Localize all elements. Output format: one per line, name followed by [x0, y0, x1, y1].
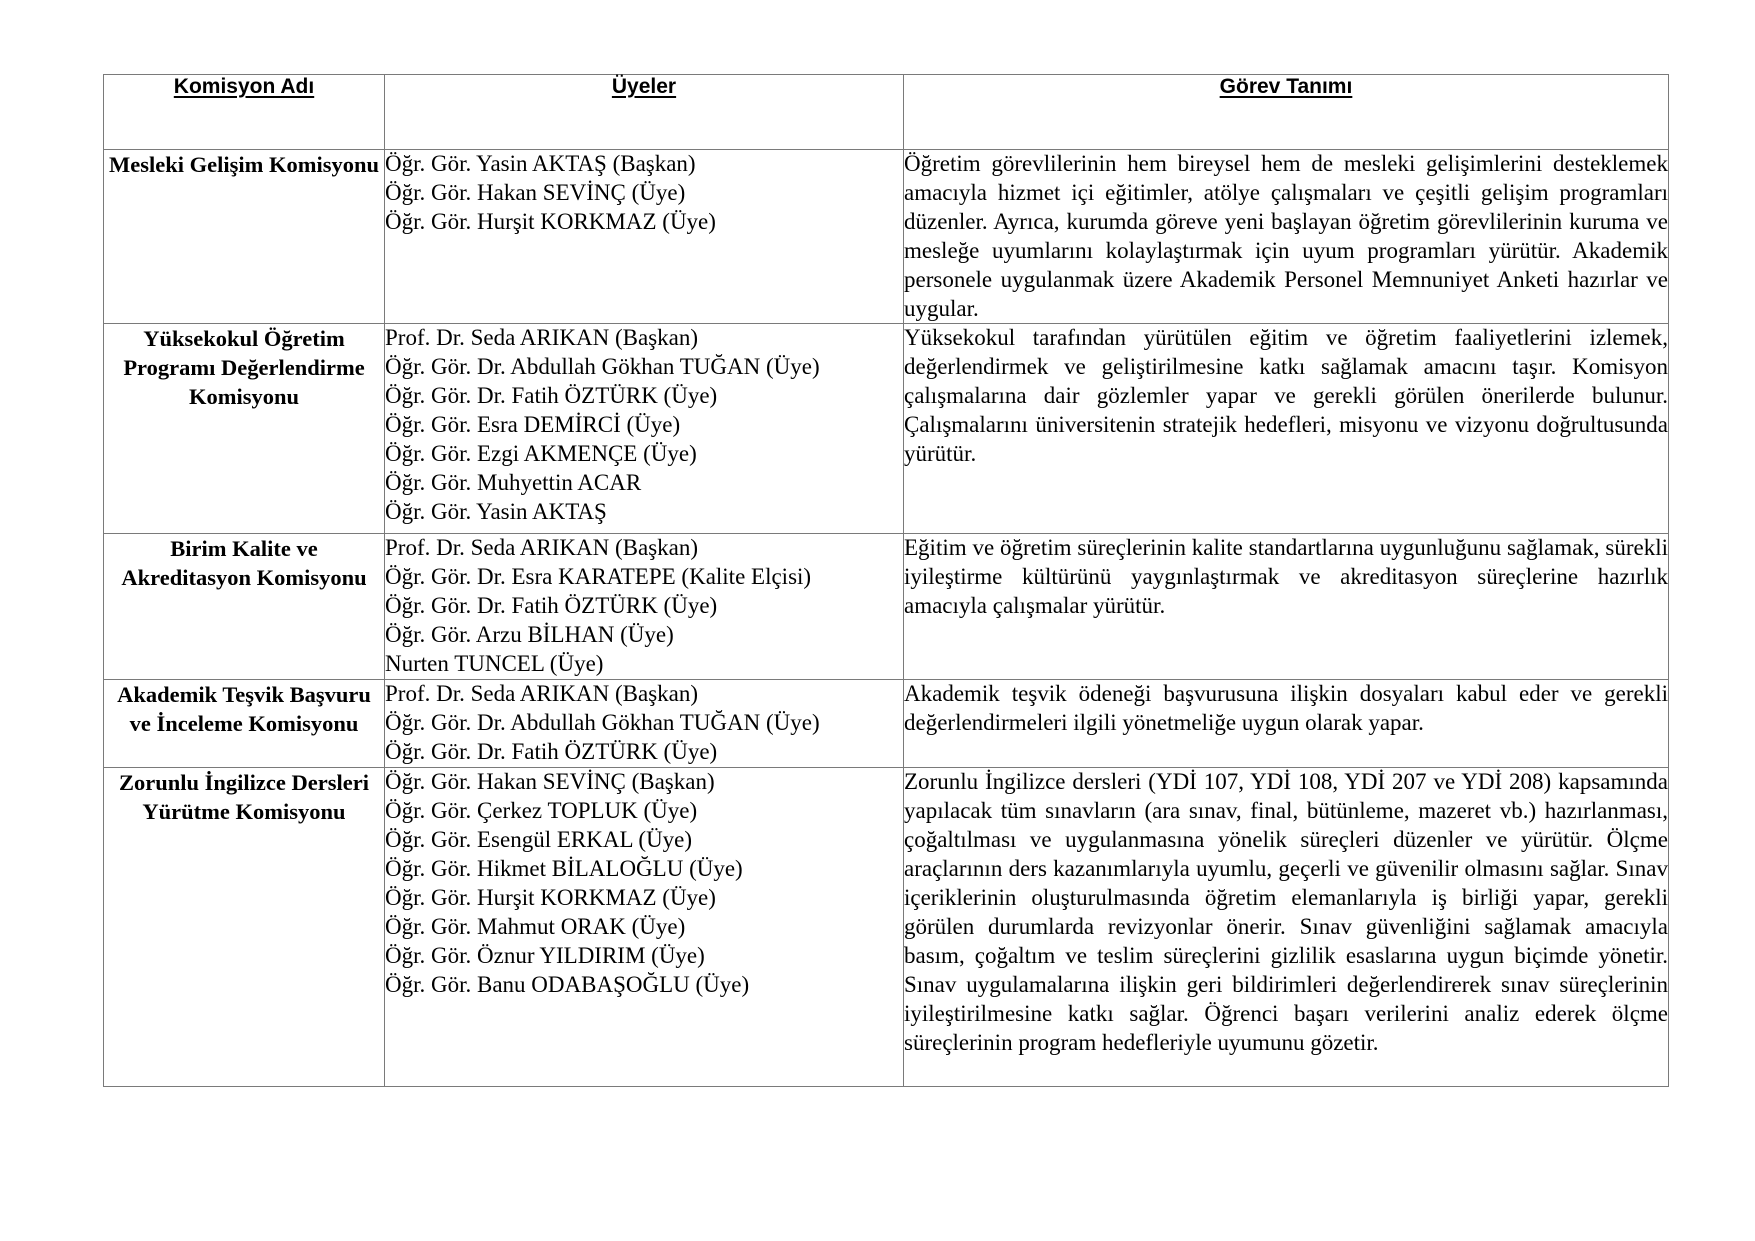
- member-item: Öğr. Gör. Hikmet BİLALOĞLU (Üye): [385, 856, 743, 882]
- member-item: Öğr. Gör. Dr. Abdullah Gökhan TUĞAN (Üye): [385, 354, 820, 380]
- member-item: Öğr. Gör. Esengül ERKAL (Üye): [385, 827, 693, 853]
- commission-members: [385, 534, 904, 680]
- commission-name: Akademik Teşvik Başvuru ve İnceleme Komisyonu: [104, 680, 385, 768]
- member-item: Öğr. Gör. Dr. Fatih ÖZTÜRK (Üye): [385, 739, 718, 765]
- member-item: Öğr. Gör. Yasin AKTAŞ (Başkan): [385, 151, 696, 176]
- commission-members: [385, 150, 904, 324]
- commission-duty: Akademik teşvik ödeneği başvurusuna ilişkin dosyaları kabul eder ve gerekli değerlendirmeleri ilgili yönetmeliğe uygun olarak yapar.: [904, 680, 1669, 768]
- member-item: Öğr. Gör. Hurşit KORKMAZ (Üye): [385, 885, 716, 911]
- member-item: Öğr. Gör. Öznur YILDIRIM (Üye): [385, 942, 705, 968]
- table-header-row: [104, 75, 1669, 150]
- commission-duty: Eğitim ve öğretim süreçlerinin kalite standartlarına uygunluğunu sağlamak, sürekli iyileştirme kültürünü yaygınlaştırmak ve akreditasyon süreçlerine hazırlık amacıyla çalışmalar yürütür.: [904, 534, 1669, 680]
- commission-name: Mesleki Gelişim Komisyonu: [104, 150, 385, 324]
- member-item: Öğr. Gör. Muhyettin ACAR: [385, 469, 642, 495]
- header-duty-description: Görev Tanımı: [904, 75, 1669, 150]
- member-item: Prof. Dr. Seda ARIKAN (Başkan): [385, 681, 699, 707]
- member-item: Öğr. Gör. Esra DEMİRCİ (Üye): [385, 412, 681, 438]
- commission-duty: Yüksekokul tarafından yürütülen eğitim ve öğretim faaliyetlerini izlemek, değerlendirmek ve geliştirilmesine katkı sağlamak amacını taşır. Komisyon çalışmalarına dair gözlemler yapar ve gerekli görülen önerilerde bulunur. Çalışmalarını üniversitenin stratejik hedefleri, misyonu ve vizyonu doğrultusunda yürütür.: [904, 324, 1669, 534]
- table-row: [104, 534, 1669, 680]
- member-item: Öğr. Gör. Arzu BİLHAN (Üye): [385, 622, 674, 648]
- commission-name: Birim Kalite ve Akreditasyon Komisyonu: [104, 534, 385, 680]
- commission-duty: Zorunlu İngilizce dersleri (YDİ 107, YDİ 108, YDİ 207 ve YDİ 208) kapsamında yapılacak tüm sınavların (ara sınav, final, bütünleme, mazeret vb.) hazırlanması, çoğaltılması ve uygulanmasına yönelik süreçleri düzenler ve yürütür. Ölçme araçlarının ders kazanımlarıyla uyumlu, geçerli ve güvenilir olmasını sağlar. Sınav içeriklerinin oluşturulmasında öğretim elemanlarıyla iş birliği yapar, gerekli görülen durumlarda revizyonlar önerir. Sınav güvenliğini sağlamak amacıyla basım, çoğaltım ve teslim süreçlerini gizlilik esaslarına uygun biçimde yönetir. Sınav uygulamalarına ilişkin geri bildirimleri değerlendirerek sınav süreçlerinin iyileştirilmesine katkı sağlar. Öğrenci başarı verilerini analiz ederek ölçme süreçlerinin program hedefleriyle uyumunu gözetir.: [904, 768, 1669, 1087]
- commission-name: Zorunlu İngilizce Dersleri Yürütme Komisyonu: [104, 768, 385, 1087]
- commission-table: [103, 74, 1669, 1087]
- member-item: Öğr. Gör. Hakan SEVİNÇ (Başkan): [385, 769, 715, 795]
- commission-members: [385, 680, 904, 768]
- member-item: Öğr. Gör. Hakan SEVİNÇ (Üye): [385, 179, 686, 205]
- commission-duty: Öğretim görevlilerinin hem bireysel hem de mesleki gelişimlerini desteklemek amacıyla hizmet içi eğitimler, atölye çalışmaları ve çeşitli gelişim programları düzenler. Ayrıca, kurumda göreve yeni başlayan öğretim görevlilerinin kuruma ve mesleğe uyumlarını kolaylaştırmak için uyum programları yürütür. Akademik personele uygulanmak üzere Akademik Personel Memnuniyet Anketi hazırlar ve uygular.: [904, 150, 1669, 324]
- member-item: Öğr. Gör. Dr. Fatih ÖZTÜRK (Üye): [385, 383, 718, 409]
- member-item: Öğr. Gör. Dr. Abdullah Gökhan TUĞAN (Üye): [385, 710, 820, 736]
- member-item: Öğr. Gör. Ezgi AKMENÇE (Üye): [385, 441, 697, 467]
- member-item: Nurten TUNCEL (Üye): [385, 651, 604, 677]
- member-item: Öğr. Gör. Dr. Esra KARATEPE (Kalite Elçisi): [385, 564, 812, 590]
- table-row: [104, 680, 1669, 768]
- member-item: Öğr. Gör. Çerkez TOPLUK (Üye): [385, 798, 698, 824]
- header-members: Üyeler: [385, 75, 904, 150]
- member-item: Öğr. Gör. Yasin AKTAŞ: [385, 498, 607, 524]
- member-item: Prof. Dr. Seda ARIKAN (Başkan): [385, 535, 699, 561]
- table-row: [104, 768, 1669, 1087]
- member-item: Öğr. Gör. Dr. Fatih ÖZTÜRK (Üye): [385, 593, 718, 619]
- commission-members: [385, 324, 904, 534]
- table-row: [104, 324, 1669, 534]
- member-item: Öğr. Gör. Banu ODABAŞOĞLU (Üye): [385, 971, 750, 997]
- commission-members: [385, 768, 904, 1087]
- document-page: [103, 74, 1668, 1087]
- table-row: [104, 150, 1669, 324]
- header-commission-name: Komisyon Adı: [104, 75, 385, 150]
- member-item: Öğr. Gör. Mahmut ORAK (Üye): [385, 913, 686, 939]
- member-item: Öğr. Gör. Hurşit KORKMAZ (Üye): [385, 208, 716, 234]
- member-item: Prof. Dr. Seda ARIKAN (Başkan): [385, 325, 699, 351]
- commission-name: Yüksekokul Öğretim Programı Değerlendirme Komisyonu: [104, 324, 385, 534]
